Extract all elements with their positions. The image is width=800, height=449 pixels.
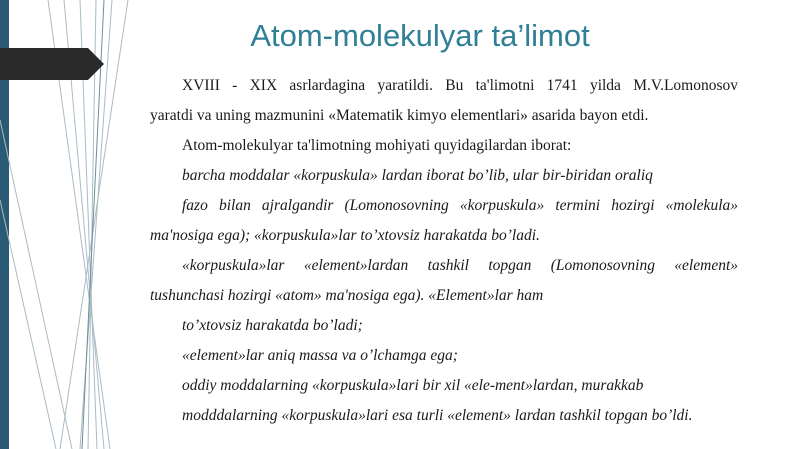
paragraph-line-4: barcha moddalar «korpuskula» lardan iborat bo’lib, ular bir-biridan oraliq (182, 167, 653, 184)
paragraph-line-3: Atom-molekulyar ta'limotning mohiyati quyidagilardan iborat: (182, 137, 572, 154)
paragraph-line-5: fazo bilan ajralgandir (Lomonosovning «korpuskula» termini hozirgi «molekula» (182, 197, 738, 214)
paragraph-line-8: tushunchasi hozirgi «atom» ma'nosiga ega). «Element»lar ham (150, 287, 544, 304)
paragraph-line-1: XVIII - XIX asrlardagina yaratildi. Bu ta'limotni 1741 yilda M.V.Lomonosov (182, 77, 738, 94)
paragraph-line-9: to’xtovsiz harakatda bo’ladi; (182, 317, 363, 334)
title-arrow-shape (0, 48, 104, 80)
paragraph-line-2: yaratdi va uning mazmunini «Matematik kimyo elementlari» asarida bayon etdi. (150, 107, 649, 124)
paragraph-line-11: oddiy moddalarning «korpuskula»lari bir xil «ele-ment»lardan, murakkab (182, 377, 644, 394)
paragraph-line-10: «element»lar aniq massa va o’lchamga ega; (182, 347, 458, 364)
paragraph-line-12: modddalarning «korpuskula»lari esa turli «element» lardan tashkil topgan bo’ldi. (182, 407, 693, 424)
paragraph-line-7: «korpuskula»lar «element»lardan tashkil topgan (Lomonosovning «element» (182, 257, 738, 274)
paragraph-line-6: ma'nosiga ega); «korpuskula»lar to’xtovsiz harakatda bo’ladi. (150, 227, 540, 244)
slide-title: Atom-molekulyar ta’limot (250, 18, 590, 53)
